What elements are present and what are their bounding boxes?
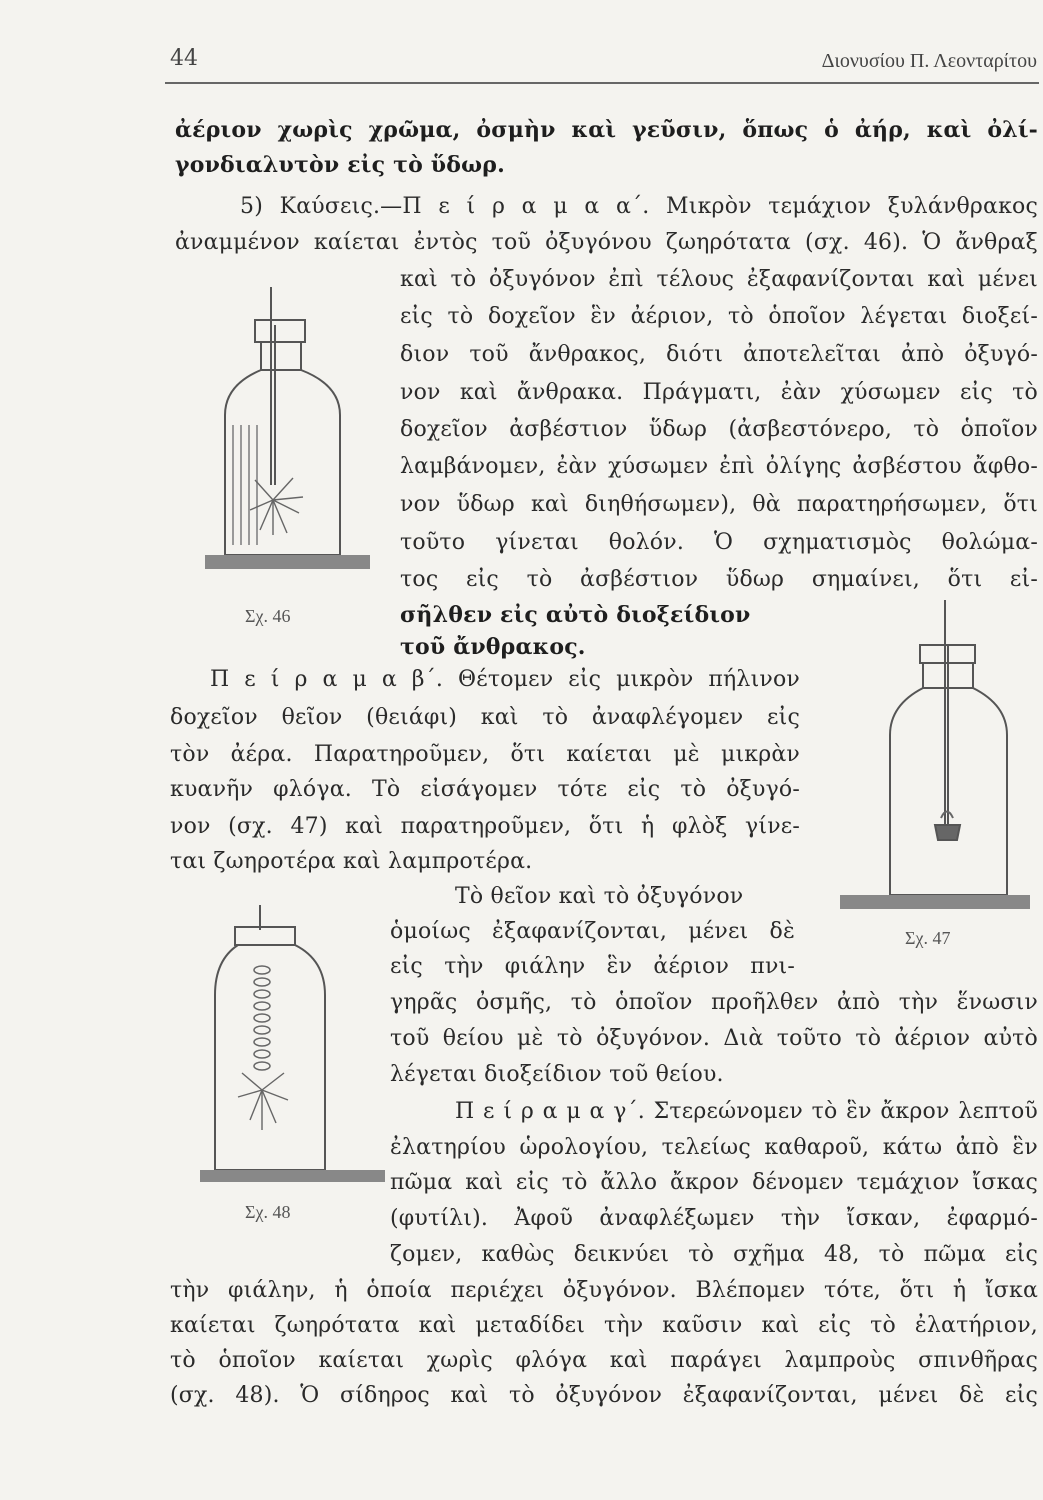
bottle-with-burning-sulfur-icon xyxy=(835,600,1035,920)
text-line: εἰς τὸ δοχεῖον ἓν ἀέριον, τὸ ὁποῖον λέγεται διοξεί- xyxy=(400,304,1038,329)
running-title: Διονυσίου Π. Λεονταρίτου xyxy=(821,50,1037,72)
text-line: κυανῆν φλόγα. Τὸ εἰσάγομεν τότε εἰς τὸ ὀξυγό- xyxy=(170,777,800,802)
text-line: διον τοῦ ἄνθρακος, διότι ἀποτελεῖται ἀπὸ ὀξυγό- xyxy=(400,342,1038,367)
text-line: δοχεῖον θεῖον (θειάφι) καὶ τὸ ἀναφλέγομεν εἰς xyxy=(170,705,800,730)
text-line: (σχ. 48). Ὁ σίδηρος καὶ τὸ ὀξυγόνον ἐξαφανίζονται, μένει δὲ εἰς xyxy=(170,1383,1038,1408)
text-line: σῆλθεν εἰς αὐτὸ διοξείδιον xyxy=(400,602,751,628)
text-line: Τὸ θεῖον καὶ τὸ ὀξυγόνον xyxy=(455,884,744,909)
text-line: ἐλατηρίου ὡρολογίου, τελείως καθαροῦ, κάτω ἀπὸ ἓν xyxy=(390,1135,1038,1160)
text-line: νον ὕδωρ καὶ διηθήσωμεν), θὰ παρατηρήσωμεν, ὅτι xyxy=(400,492,1038,517)
text-line: γηρᾶς ὀσμῆς, τὸ ὁποῖον προῆλθεν ἀπὸ τὴν ἕνωσιν xyxy=(390,990,1038,1015)
text-line: ται ζωηροτέρα καὶ λαμπροτέρα. xyxy=(170,849,533,874)
text-line: τοῦτο γίνεται θολόν. Ὁ σχηματισμὸς θολώμα- xyxy=(400,530,1038,555)
text-line: (φυτίλι). Ἀφοῦ ἀναφλέξωμεν τὴν ἴσκαν, ἐφαρμό- xyxy=(390,1206,1038,1231)
text-line: νον καὶ ἄνθρακα. Πράγματι, ἐὰν χύσωμεν εἰς τὸ xyxy=(400,380,1038,405)
text-line: Π ε ί ρ α μ α β΄. Θέτομεν εἰς μικρὸν πήλινον xyxy=(210,667,800,692)
text-line: καὶ τὸ ὀξυγόνον ἐπὶ τέλους ἐξαφανίζονται καὶ μένει xyxy=(400,267,1038,292)
page-number: 44 xyxy=(170,46,198,71)
bottle-with-burning-spring-icon xyxy=(200,905,385,1195)
text-line: ἀέριον χωρὶς χρῶμα, ὀσμὴν καὶ γεῦσιν, ὅπως ὁ ἀήρ, καὶ ὀλί- xyxy=(175,117,1038,143)
text-line: δοχεῖον ἀσβέστιον ὕδωρ (ἀσβεστόνερο, τὸ ὁποῖον xyxy=(400,417,1038,442)
text-line: τὸ ὁποῖον καίεται χωρὶς φλόγα καὶ παράγει λαμπροὺς σπινθῆρας xyxy=(170,1348,1038,1373)
text-line: τὴν φιάλην, ἡ ὁποία περιέχει ὀξυγόνον. Βλέπομεν τότε, ὅτι ἡ ἴσκα xyxy=(170,1278,1038,1303)
stand-base xyxy=(840,895,1030,909)
figure-caption: Σχ. 47 xyxy=(905,928,951,948)
text-line: πῶμα καὶ εἰς τὸ ἄλλο ἄκρον δένομεν τεμάχιον ἴσκας xyxy=(390,1170,1038,1195)
text-line: Π ε ί ρ α μ α γ΄. Στερεώνομεν τὸ ἓν ἄκρον λεπτοῦ xyxy=(455,1099,1038,1124)
text-line: 5) Καύσεις.—Π ε ί ρ α μ α α΄. Μικρὸν τεμάχιον ξυλάνθρακος xyxy=(240,194,1038,219)
header-rule xyxy=(165,82,1039,84)
text-line: τοῦ θείου μὲ τὸ ὀξυγόνον. Διὰ τοῦτο τὸ ἀέριον αὐτὸ xyxy=(390,1026,1038,1051)
text-line: τοῦ ἄνθρακος. xyxy=(400,634,586,660)
text-line: λαμβάνομεν, ἐὰν χύσωμεν ἐπὶ ὀλίγης ἀσβέστου ἄφθο- xyxy=(400,454,1038,479)
text-line: εἰς τὴν φιάλην ἓν ἀέριον πνι- xyxy=(390,954,795,979)
stand-base xyxy=(200,1170,385,1182)
text-line: τὸν ἀέρα. Παρατηροῦμεν, ὅτι καίεται μὲ μικρὰν xyxy=(170,742,800,767)
text-line: ὁμοίως ἐξαφανίζονται, μένει δὲ xyxy=(390,919,795,944)
text-line: τος εἰς τὸ ἀσβέστιον ὕδωρ σημαίνει, ὅτι εἰ- xyxy=(400,567,1038,592)
stand-base xyxy=(205,555,370,569)
figure-caption: Σχ. 48 xyxy=(245,1202,291,1222)
figure-caption: Σχ. 46 xyxy=(245,606,291,626)
text-line: ζομεν, καθὼς δεικνύει τὸ σχῆμα 48, τὸ πῶμα εἰς xyxy=(390,1242,1038,1267)
text-line: καίεται ζωηρότατα καὶ μεταδίδει τὴν καῦσιν καὶ εἰς τὸ ἐλατήριον, xyxy=(170,1313,1038,1338)
text-line: γονδιαλυτὸν εἰς τὸ ὕδωρ. xyxy=(175,152,505,178)
text-line: λέγεται διοξείδιον τοῦ θείου. xyxy=(390,1062,724,1087)
text-line: ἀναμμένον καίεται ἐντὸς τοῦ ὀξυγόνου ζωηρότατα (σχ. 46). Ὁ ἄνθραξ xyxy=(175,230,1038,255)
text-line: νον (σχ. 47) καὶ παρατηροῦμεν, ὅτι ἡ φλὸξ γίνε- xyxy=(170,814,800,839)
bottle-with-burning-charcoal-icon xyxy=(205,285,385,585)
